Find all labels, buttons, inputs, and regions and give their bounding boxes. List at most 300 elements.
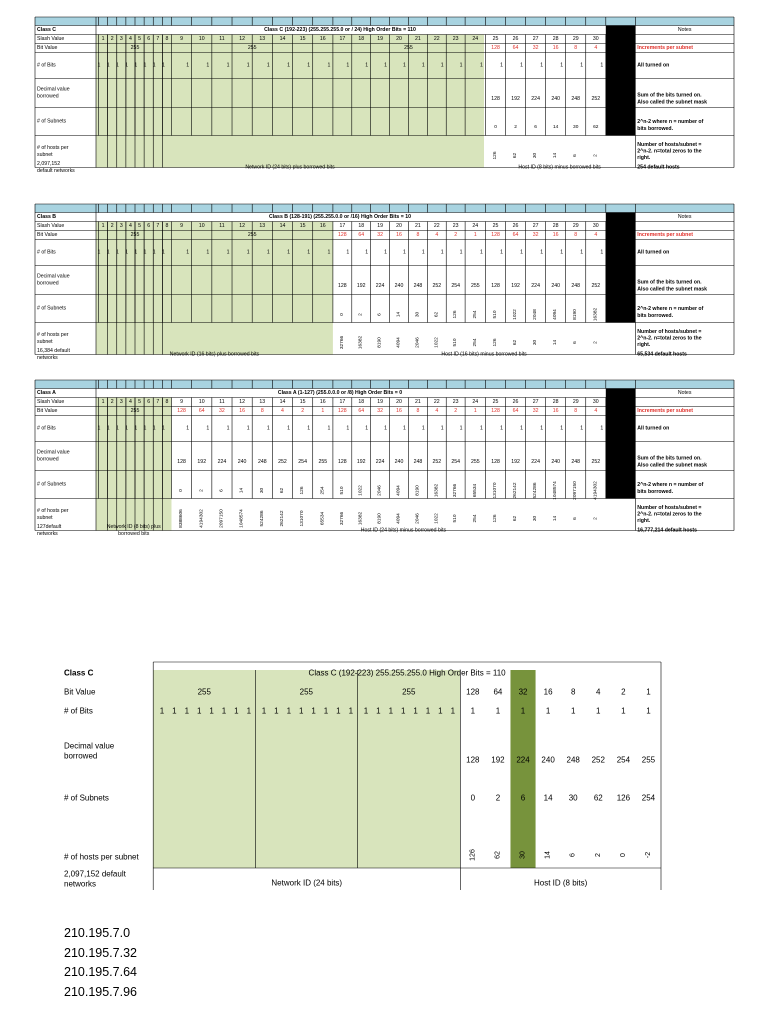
decimal-value: 254 [451, 459, 460, 465]
host-count: 32766 [339, 511, 345, 526]
slash-value: 4 [128, 36, 132, 42]
default-networks-label: networks [37, 530, 58, 537]
bit-one: 1 [495, 706, 501, 716]
host-count: 2097150 [219, 509, 225, 528]
slash-value: 21 [415, 36, 421, 42]
host-count: 30 [533, 515, 539, 522]
bit-one: 1 [459, 62, 463, 69]
bit-one: 1 [500, 62, 503, 69]
octet-255: 255 [130, 45, 140, 51]
slash-value: 9 [180, 399, 184, 405]
host-count: 126 [469, 849, 477, 861]
bit-value: 16 [396, 232, 402, 238]
slash-value: 12 [239, 399, 246, 405]
bit-one: 1 [365, 62, 369, 69]
note-increments: Increments per subnet [637, 45, 693, 51]
host-count: 131070 [300, 510, 306, 527]
slash-value: 12 [239, 223, 246, 229]
note-all-on: All turned on [637, 249, 670, 256]
bit-one: 1 [540, 425, 544, 432]
bit-one: 1 [327, 249, 331, 256]
slash-value: 3 [119, 399, 123, 405]
slash-value: 26 [512, 36, 519, 42]
bit-one: 1 [307, 249, 311, 256]
slash-value: 17 [339, 223, 346, 229]
subnet-count: 14 [553, 125, 559, 130]
bit-value: 8 [574, 45, 578, 51]
note-sum: Sum of the bits turned on. [637, 92, 702, 99]
decimal-value: 252 [591, 96, 601, 102]
subnet-count: 2097150 [573, 481, 579, 500]
bit-one: 1 [234, 706, 239, 716]
bit-one: 1 [540, 62, 544, 69]
slash-value: 13 [259, 36, 266, 42]
slash-value: 17 [339, 36, 346, 42]
bit-one: 1 [186, 249, 190, 256]
bit-one: 1 [480, 62, 483, 69]
row-label-bit-value: Bit Value [37, 232, 58, 238]
slash-value: 1 [101, 36, 105, 42]
host-count: 8190 [377, 337, 383, 348]
host-count: 16382 [358, 511, 364, 526]
bit-value: 128 [338, 232, 347, 238]
subnet-address-list [64, 924, 137, 1002]
bit-value: 2 [454, 408, 458, 414]
bit-one: 1 [440, 425, 444, 432]
host-count: 65534 [320, 511, 326, 526]
bit-one: 1 [115, 62, 119, 69]
bit-one: 1 [152, 425, 156, 432]
slash-value: 19 [377, 223, 384, 229]
row-label-subnets: # of Subnets [37, 305, 67, 312]
bit-value: 1 [473, 232, 477, 238]
note-hosts: right. [637, 155, 651, 162]
decimal-value: 224 [217, 459, 227, 465]
slash-value: 30 [592, 36, 599, 42]
decimal-value: 240 [394, 459, 404, 465]
host-count: 62 [513, 339, 519, 346]
slash-value: 14 [279, 399, 286, 405]
bit-one: 1 [400, 706, 406, 716]
class-title: Class C (192-223) 255.255.255.0 High Order Bits = 110 [308, 668, 506, 678]
subnet-count: 510 [493, 310, 499, 319]
note-hosts: 2^n-2. n=total zeros to the [637, 511, 702, 518]
subnet-count: 1022 [513, 309, 519, 320]
bit-one: 1 [470, 706, 476, 716]
bit-one: 1 [125, 425, 129, 432]
bit-one: 1 [450, 706, 456, 716]
row-label-decimal: Decimal value [37, 273, 70, 280]
bit-one: 1 [520, 62, 524, 69]
octet-255: 255 [299, 687, 314, 697]
slash-value: 22 [433, 223, 440, 229]
bit-one: 1 [346, 425, 350, 432]
bit-one: 1 [438, 706, 443, 716]
bit-value: 1 [646, 687, 651, 697]
bit-one: 1 [152, 62, 156, 69]
network-area [153, 670, 460, 868]
slash-value: 19 [377, 399, 384, 405]
slash-value: 26 [512, 223, 519, 229]
black-column [606, 389, 636, 499]
bit-value: 32 [532, 408, 539, 414]
decimal-value: 128 [338, 459, 347, 465]
notes-header: Notes [677, 390, 692, 396]
bit-one: 1 [106, 425, 110, 432]
subnet-count: 510 [339, 486, 345, 495]
default-hosts-text: 65,534 default hosts [637, 351, 687, 358]
note-hosts: Number of hosts/subnet = [637, 141, 702, 148]
host-count: 254 [472, 338, 478, 347]
bit-value: 4 [596, 687, 601, 697]
decimal-value: 255 [470, 459, 480, 465]
slash-value: 8 [165, 399, 169, 405]
octet-255: 255 [130, 232, 140, 238]
bit-one: 1 [261, 706, 267, 716]
slash-value: 12 [239, 36, 246, 42]
row-label-slash: Slash Value [37, 36, 65, 42]
slash-value: 8 [165, 223, 169, 229]
bit-one: 1 [500, 425, 503, 432]
host-count: 14 [544, 851, 552, 859]
bit-one: 1 [346, 249, 350, 256]
bit-one: 1 [600, 425, 604, 432]
slash-value: 9 [180, 223, 184, 229]
subnet-count: 126 [616, 793, 631, 803]
note-sum: Also called the subnet mask [637, 462, 708, 469]
bit-one: 1 [480, 425, 483, 432]
slash-value: 13 [259, 399, 266, 405]
host-count: 0 [619, 853, 627, 857]
subnet-count: 62 [434, 311, 440, 318]
host-count: 2046 [415, 513, 421, 524]
row-label-slash: Slash Value [37, 223, 65, 229]
slash-value: 20 [396, 223, 402, 229]
bit-value: 32 [377, 232, 384, 238]
bit-one: 1 [365, 425, 369, 432]
bit-value: 8 [416, 232, 420, 238]
row-label-hosts: # of hosts per [37, 332, 69, 339]
host-count: 30 [533, 339, 539, 346]
slash-value: 30 [592, 399, 599, 405]
note-power: bits borrowed. [637, 312, 674, 319]
host-count: 14 [553, 339, 559, 346]
bit-value: 16 [543, 687, 553, 697]
section-top-band [35, 380, 734, 389]
bit-value: 4 [594, 45, 598, 51]
note-all-on: All turned on [637, 425, 670, 432]
subnet-count: 8190 [573, 309, 579, 320]
bit-one: 1 [520, 706, 526, 716]
subnet-count: 2 [199, 489, 205, 492]
bit-one: 1 [143, 62, 147, 69]
bit-one: 1 [459, 249, 463, 256]
bit-one: 1 [600, 249, 604, 256]
bit-value: 128 [491, 408, 500, 414]
bit-value: 64 [512, 408, 519, 414]
host-count: 6 [573, 517, 579, 520]
bit-value: 32 [532, 45, 539, 51]
slash-value: 15 [299, 223, 306, 229]
decimal-value: 252 [278, 459, 287, 465]
row-label-hosts: subnet [37, 151, 53, 158]
bit-value: 64 [512, 232, 519, 238]
bit-one: 1 [384, 249, 388, 256]
decimal-value: 128 [491, 283, 500, 289]
slash-value: 28 [552, 36, 559, 42]
bit-one: 1 [125, 62, 129, 69]
host-count: 510 [453, 514, 459, 523]
bit-one: 1 [97, 249, 101, 256]
bit-one: 1 [287, 62, 290, 69]
bit-one: 1 [286, 706, 292, 716]
bit-one: 1 [384, 62, 388, 69]
bit-one: 1 [384, 425, 388, 432]
bit-value: 32 [532, 232, 539, 238]
bit-one: 1 [596, 706, 601, 716]
bit-value: 128 [491, 45, 500, 51]
octet-255: 255 [404, 45, 413, 51]
default-networks-label: 16,384 default [37, 348, 70, 355]
host-count: 126 [493, 338, 499, 347]
row-label-bit-value: Bit Value [37, 408, 58, 414]
decimal-value: 224 [516, 755, 530, 765]
slash-value: 19 [377, 36, 384, 42]
host-count: 62 [494, 851, 502, 859]
slash-value: 11 [219, 223, 225, 229]
bit-value: 16 [552, 232, 559, 238]
slash-value: 24 [472, 223, 479, 229]
subnet-count: 30 [568, 793, 578, 803]
octet-255: 255 [130, 408, 140, 414]
slash-value: 27 [532, 36, 539, 42]
network-area [96, 35, 484, 136]
note-hosts: right. [637, 342, 651, 349]
host-id-text: Host ID (16 bits) minus borrowed bits [441, 351, 527, 358]
bit-one: 1 [274, 706, 279, 716]
decimal-value: 192 [356, 283, 366, 289]
default-networks-label: 2,097,152 default [64, 869, 126, 879]
subnet-count: 62 [593, 125, 599, 130]
subnet-count: 2046 [377, 485, 383, 496]
bit-one: 1 [421, 249, 425, 256]
bit-one: 1 [206, 249, 210, 256]
slash-value: 3 [119, 223, 123, 229]
bit-one: 1 [600, 62, 604, 69]
slash-value: 29 [572, 399, 579, 405]
subnet-count: 2 [358, 313, 364, 316]
bit-one: 1 [246, 706, 252, 716]
decimal-value: 128 [466, 755, 480, 765]
bit-one: 1 [403, 62, 406, 69]
bit-one: 1 [226, 249, 230, 256]
decimal-value: 255 [641, 755, 656, 765]
decimal-value: 240 [237, 459, 247, 465]
slash-value: 5 [138, 36, 142, 42]
slash-value: 3 [119, 36, 123, 42]
slash-value: 2 [110, 36, 114, 42]
bit-value: 16 [552, 45, 559, 51]
host-count: 16382 [358, 335, 364, 350]
bit-one: 1 [97, 425, 101, 432]
bit-one: 1 [560, 62, 564, 69]
host-count: 14 [553, 515, 559, 522]
subnet-address: 210.195.7.64 [64, 965, 137, 979]
subnet-count: 6 [520, 793, 526, 803]
subnet-count: 62 [593, 793, 603, 803]
bit-one: 1 [134, 249, 138, 256]
bit-one: 1 [206, 425, 210, 432]
decimal-value: 224 [531, 283, 540, 289]
subnet-count: 0 [179, 489, 185, 492]
slash-value: 14 [279, 36, 286, 42]
decimal-value: 240 [551, 459, 561, 465]
bit-value: 16 [396, 408, 402, 414]
slash-value: 11 [219, 399, 225, 405]
decimal-value: 128 [491, 96, 500, 102]
bit-one: 1 [327, 62, 331, 69]
bit-value: 64 [512, 45, 519, 51]
host-count: 2 [593, 517, 599, 520]
subnet-count: 6 [219, 489, 225, 492]
subnet-count: 6 [377, 313, 383, 316]
decimal-value: 248 [566, 755, 580, 765]
slash-value: 2 [110, 399, 114, 405]
bit-one: 1 [221, 706, 227, 716]
slash-value: 18 [358, 399, 365, 405]
bit-one: 1 [186, 425, 190, 432]
slash-value: 25 [492, 399, 499, 405]
subnet-count: 16382 [593, 307, 599, 322]
default-networks-label: networks [64, 879, 97, 889]
host-count: 6 [573, 341, 579, 344]
host-count: 2 [593, 154, 599, 157]
slash-value: 7 [156, 399, 160, 405]
note-all-on: All turned on [637, 62, 670, 69]
decimal-value: 255 [470, 283, 480, 289]
slash-value: 17 [339, 399, 346, 405]
subnet-count: 1022 [358, 485, 364, 496]
subnet-count: 65534 [472, 483, 478, 498]
decimal-value: 192 [197, 459, 207, 465]
subnet-count: 6 [534, 125, 537, 130]
bit-one: 1 [206, 62, 210, 69]
bit-one: 1 [421, 425, 425, 432]
default-hosts-text: 16,777,214 default hosts [637, 527, 697, 534]
bit-one: 1 [298, 706, 304, 716]
slash-value: 30 [592, 223, 599, 229]
default-networks-label: 127default [37, 524, 62, 531]
bit-value: 2 [621, 687, 626, 697]
black-column [606, 26, 636, 136]
slash-value: 29 [572, 223, 579, 229]
subnet-count: 254 [320, 486, 326, 495]
default-networks-label: default networks [37, 167, 75, 174]
subnet-count: 4194302 [593, 481, 599, 500]
bit-one: 1 [421, 62, 425, 69]
slash-value: 22 [433, 36, 440, 42]
bit-value: 4 [594, 232, 598, 238]
host-count: 510 [453, 338, 459, 347]
bit-one: 1 [520, 425, 524, 432]
host-count: -2 [644, 851, 652, 859]
octet-255: 255 [402, 687, 416, 697]
network-id-area [96, 323, 333, 355]
host-id-text: Host ID (8 bits) minus borrowed bits [518, 164, 601, 171]
slash-value: 15 [299, 36, 306, 42]
bit-one: 1 [307, 425, 311, 432]
note-hosts: 2^n-2. n=total zeros to the [637, 335, 702, 342]
slash-value: 29 [572, 36, 579, 42]
decimal-value: 255 [318, 459, 328, 465]
host-count: 8388606 [179, 509, 185, 528]
slash-value: 6 [147, 223, 151, 229]
bit-one: 1 [570, 706, 576, 716]
octet-255: 255 [247, 45, 257, 51]
host-count: 4194302 [199, 509, 205, 528]
bit-value: 4 [435, 232, 439, 238]
bit-one: 1 [520, 249, 524, 256]
note-power: 2^n-2 where n = number of [637, 119, 704, 126]
decimal-value: 248 [413, 283, 423, 289]
row-label-decimal: Decimal value [64, 741, 115, 751]
subnet-count: 16382 [434, 483, 440, 498]
bit-value: 128 [491, 232, 500, 238]
bit-one: 1 [134, 425, 138, 432]
slash-value: 22 [433, 399, 440, 405]
bit-one: 1 [161, 425, 165, 432]
row-label-num-bits: # of Bits [64, 706, 93, 716]
decimal-value: 192 [491, 755, 505, 765]
bit-value: 32 [518, 687, 528, 697]
subnet-count: 0 [470, 793, 476, 803]
row-label-hosts: # of hosts per [37, 508, 69, 515]
slash-value: 9 [180, 36, 184, 42]
subnet-count: 30 [259, 487, 265, 494]
bit-value: 128 [177, 408, 186, 414]
note-sum: Sum of the bits turned on. [637, 279, 702, 286]
bit-one: 1 [266, 249, 270, 256]
host-count: 62 [513, 515, 519, 522]
note-power: bits borrowed. [637, 488, 674, 495]
slash-value: 5 [138, 223, 142, 229]
host-count: 1048574 [239, 509, 245, 528]
subnet-count: 4094 [396, 485, 402, 496]
subnet-count: 262142 [513, 482, 519, 499]
class-label: Class C [64, 668, 94, 678]
bit-one: 1 [500, 249, 503, 256]
slash-value: 10 [198, 36, 205, 42]
bit-one: 1 [106, 62, 110, 69]
bit-value: 128 [466, 687, 480, 697]
bit-one: 1 [425, 706, 431, 716]
decimal-value: 254 [298, 459, 307, 465]
bit-one: 1 [287, 249, 290, 256]
row-label-num-bits: # of Bits [37, 62, 56, 69]
decimal-value: 248 [571, 459, 581, 465]
bit-one: 1 [209, 706, 214, 716]
host-count: 4094 [396, 513, 402, 524]
note-sum: Also called the subnet mask [637, 286, 708, 293]
row-label-num-bits: # of Bits [37, 425, 56, 432]
slash-value: 2 [110, 223, 114, 229]
bit-value: 32 [219, 408, 225, 414]
bit-one: 1 [246, 425, 250, 432]
row-label-subnets: # of Subnets [37, 118, 67, 125]
bit-value: 1 [321, 408, 325, 414]
slash-value: 28 [552, 399, 559, 405]
slash-value: 25 [492, 223, 499, 229]
